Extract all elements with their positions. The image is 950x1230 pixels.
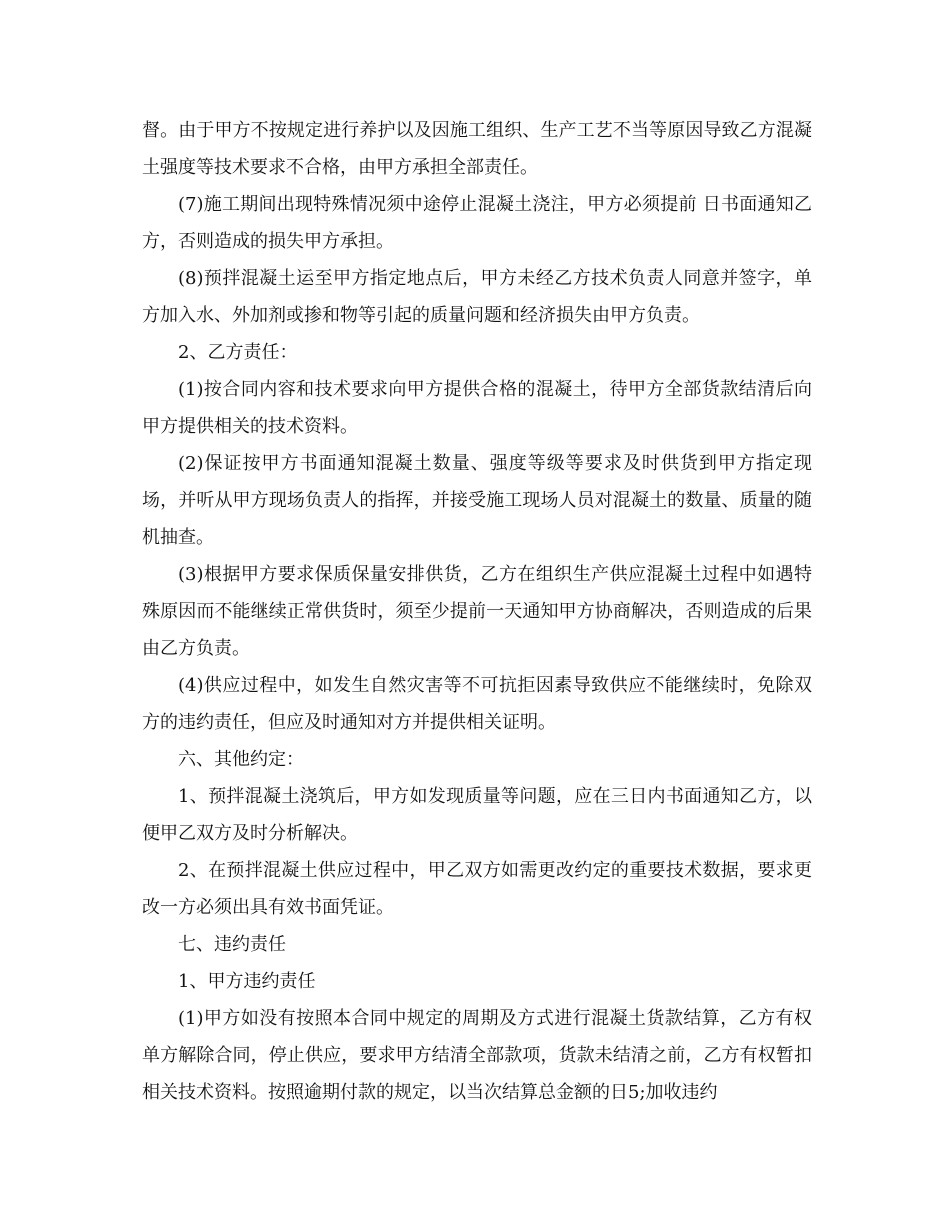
paragraph-clause-8: (8)预拌混凝土运至甲方指定地点后，甲方未经乙方技术负责人同意并签字，单方加入水、外加剂或掺和物等引起的质量问题和经济损失由甲方负责。 [142, 268, 812, 326]
paragraph-b-clause-1: (1)按合同内容和技术要求向甲方提供合格的混凝土，待甲方全部货款结清后向甲方提供相关的技术资料。 [142, 379, 812, 437]
paragraph-b-clause-3: (3)根据甲方要求保质保量安排供货，乙方在组织生产供应混凝土过程中如遇特殊原因而不能继续正常供货时，须至少提前一天通知甲方协商解决，否则造成的后果由乙方负责。 [142, 564, 812, 659]
paragraph-b-clause-2: (2)保证按甲方书面通知混凝土数量、强度等级等要求及时供货到甲方指定现场，并听从甲方现场负责人的指挥，并接受施工现场人员对混凝土的数量、质量的随机抽查。 [142, 453, 812, 548]
paragraph-continuation: 督。由于甲方不按规定进行养护以及因施工组织、生产工艺不当等原因导致乙方混凝土强度等技术要求不合格，由甲方承担全部责任。 [142, 120, 812, 178]
document-body [142, 112, 812, 1111]
subheading-party-a-breach: 1、甲方违约责任 [178, 971, 316, 992]
paragraph-clause-7: (7)施工期间出现特殊情况须中途停止混凝土浇注，甲方必须提前 日书面通知乙方，否则造成的损失甲方承担。 [142, 194, 812, 252]
paragraph-other-term-2: 2、在预拌混凝土供应过程中，甲乙双方如需更改约定的重要技术数据，要求更改一方必须出具有效书面凭证。 [142, 860, 812, 918]
paragraph-a-breach-clause-1: (1)甲方如没有按照本合同中规定的周期及方式进行混凝土货款结算，乙方有权单方解除合同，停止供应，要求甲方结清全部款项，货款未结清之前，乙方有权暂扣相关技术资料。按照逾期付款的规定，以当次结算总金额的日5;加收违约 [142, 1008, 812, 1103]
paragraph-b-clause-4: (4)供应过程中，如发生自然灾害等不可抗拒因素导致供应不能继续时，免除双方的违约责任，但应及时通知对方并提供相关证明。 [142, 675, 812, 733]
paragraph-other-term-1: 1、预拌混凝土浇筑后，甲方如发现质量等问题，应在三日内书面通知乙方，以便甲乙双方及时分析解决。 [142, 786, 812, 844]
section-heading-other-terms: 六、其他约定： [178, 749, 304, 770]
section-heading-breach: 七、违约责任 [178, 934, 286, 955]
section-heading-party-b-duties: 2、乙方责任： [178, 342, 298, 363]
